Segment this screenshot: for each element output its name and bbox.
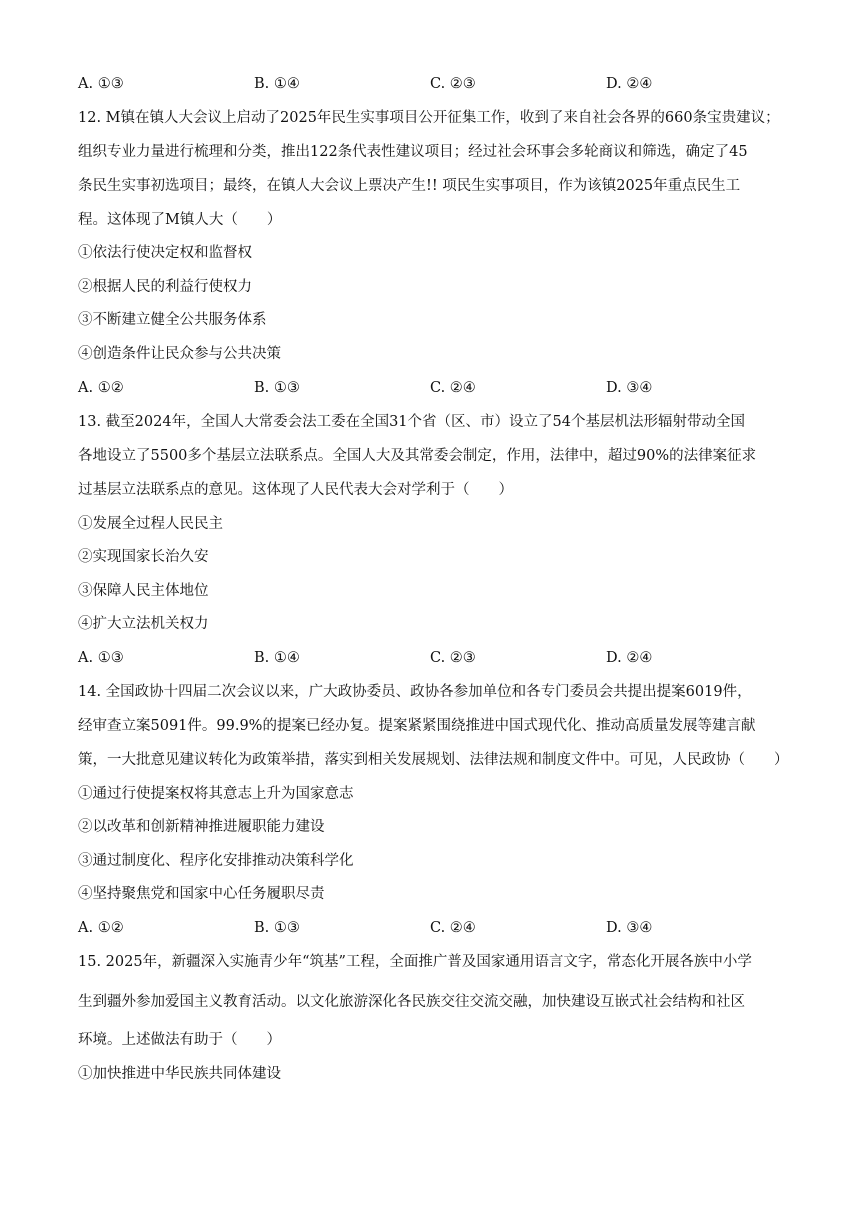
q12-option-d: D. ③④: [606, 380, 653, 396]
q14-statement: ②以改革和创新精神推进履职能力建设: [78, 819, 325, 835]
q13-stem-line: 13. 截至2024年，全国人大常委会法工委在全国31个省（区、市）设立了54个基层机法形辐射带动全国: [78, 414, 745, 430]
q12-option-b: B. ①③: [254, 380, 300, 396]
q12-stem-line: 条民生实事初选项目；最终，在镇人大会议上票决产生!! 项民生实事项目，作为该镇2025年重点民生工: [78, 178, 741, 194]
q12-statement: ④创造条件让民众参与公共决策: [78, 346, 281, 362]
q13-stem-line: 过基层立法联系点的意见。这体现了人民代表大会对学利于（ ）: [78, 482, 513, 498]
option-d: D. ②④: [606, 76, 653, 92]
q14-option-a: A. ①②: [78, 920, 124, 936]
q14-statement: ①通过行使提案权将其意志上升为国家意志: [78, 786, 354, 802]
q14-stem-line: 策，一大批意见建议转化为政策举措，落实到相关发展规划、法律法规和制度文件中。可见，人民政协（ ）: [78, 752, 789, 768]
q13-statement: ①发展全过程人民民主: [78, 516, 223, 532]
q12-statement: ①依法行使决定权和监督权: [78, 245, 252, 261]
option-a: A. ①③: [78, 76, 124, 92]
q14-statement: ④坚持聚焦党和国家中心任务履职尽责: [78, 886, 325, 902]
q13-option-a: A. ①③: [78, 650, 124, 666]
q14-stem-line: 14. 全国政协十四届二次会议以来，广大政协委员、政协各参加单位和各专门委员会共提出提案6019件，: [78, 684, 752, 700]
q13-statement: ②实现国家长治久安: [78, 549, 209, 565]
q12-stem-line: 组织专业力量进行梳理和分类，推出122条代表性建议项目；经过社会环事会多轮商议和筛选，确定了45: [78, 144, 748, 160]
q13-statement: ④扩大立法机关权力: [78, 616, 209, 632]
q15-stem-line: 15. 2025年，新疆深入实施青少年“筑基”工程，全面推广普及国家通用语言文字，常态化开展各族中小学: [78, 954, 752, 970]
option-c: C. ②③: [430, 76, 476, 92]
q14-option-b: B. ①③: [254, 920, 300, 936]
q13-statement: ③保障人民主体地位: [78, 583, 209, 599]
q12-stem-line: 程。这体现了M镇人大（ ）: [78, 212, 282, 228]
q15-statement: ①加快推进中华民族共同体建设: [78, 1066, 281, 1082]
q15-stem-line: 生到疆外参加爱国主义教育活动。以文化旅游深化各民族交往交流交融，加快建设互嵌式社会结构和社区: [78, 994, 745, 1010]
q12-option-c: C. ②④: [430, 380, 476, 396]
q15-stem-line: 环境。上述做法有助于（ ）: [78, 1032, 281, 1048]
q14-stem-line: 经审查立案5091件。99.9%的提案已经办复。提案紧紧围绕推进中国式现代化、推动高质量发展等建言献: [78, 718, 756, 734]
q14-option-d: D. ③④: [606, 920, 653, 936]
q12-option-a: A. ①②: [78, 380, 124, 396]
q12-stem-line: 12. M镇在镇人大会议上启动了2025年民生实事项目公开征集工作，收到了来自社会各界的660条宝贵建议；: [78, 110, 780, 126]
q12-statement: ②根据人民的利益行使权力: [78, 279, 252, 295]
q13-stem-line: 各地设立了5500多个基层立法联系点。全国人大及其常委会制定，作用，法律中，超过90%的法律案征求: [78, 448, 757, 464]
q12-statement: ③不断建立健全公共服务体系: [78, 312, 267, 328]
q14-statement: ③通过制度化、程序化安排推动决策科学化: [78, 853, 354, 869]
option-b: B. ①④: [254, 76, 300, 92]
q13-option-b: B. ①④: [254, 650, 300, 666]
q14-option-c: C. ②④: [430, 920, 476, 936]
q13-option-c: C. ②③: [430, 650, 476, 666]
q13-option-d: D. ②④: [606, 650, 653, 666]
